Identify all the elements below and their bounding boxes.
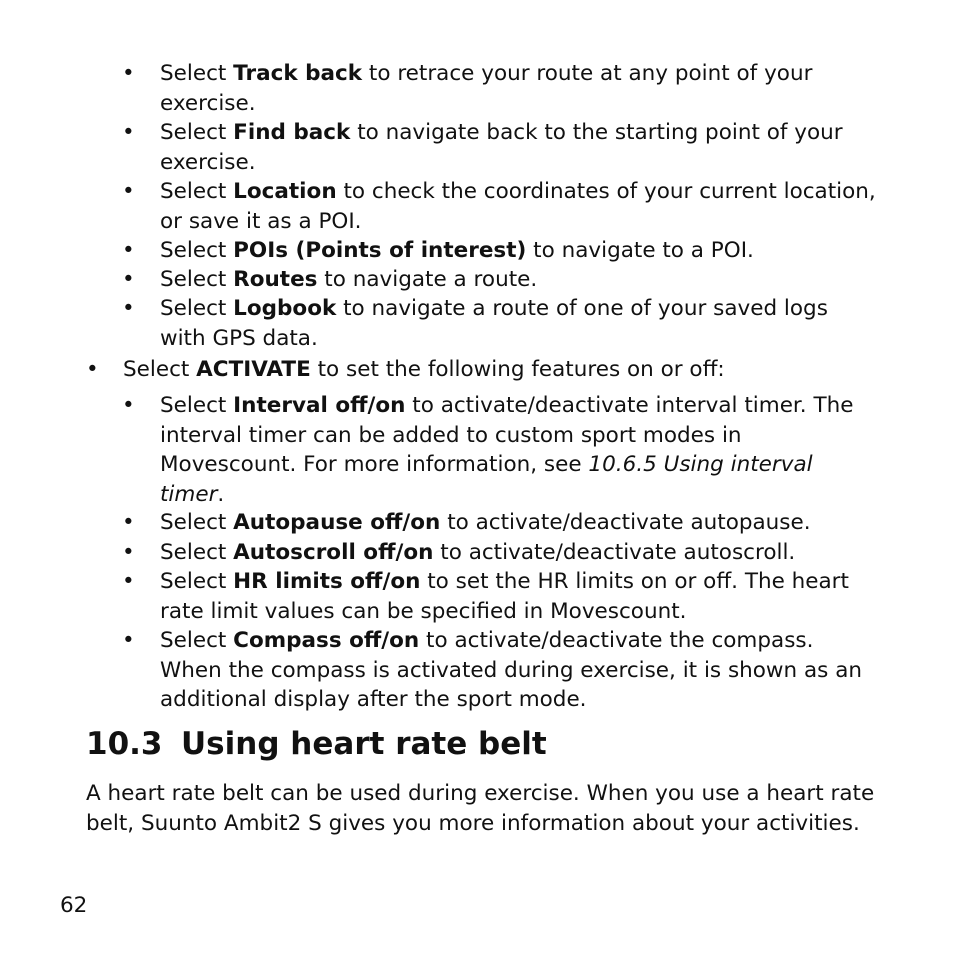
item-text: to set the HR limits on or off. The heart rate limit values can be specified in Movescount.	[160, 569, 849, 624]
item-keyword: Logbook	[233, 296, 337, 321]
item-keyword: Compass off/on	[233, 628, 420, 653]
list-item	[123, 355, 883, 385]
cross-reference: 10.6.5 Using interval timer	[160, 452, 813, 507]
bullet: •	[122, 267, 135, 292]
item-text: to navigate a route.	[317, 267, 538, 292]
item-text: Select	[160, 393, 234, 418]
list-item	[160, 508, 880, 538]
list-item	[160, 118, 880, 177]
section-title: Using heart rate belt	[181, 726, 547, 762]
page-number: 62	[60, 893, 88, 918]
bullet: •	[122, 238, 135, 263]
item-keyword: HR limits off/on	[233, 569, 421, 594]
item-text: Select	[160, 296, 234, 321]
list-item	[160, 626, 880, 715]
item-text: to check the coordinates of your current location, or save it as a POI.	[160, 179, 876, 234]
bullet: •	[122, 569, 135, 594]
item-text: to navigate to a POI.	[526, 238, 754, 263]
section-heading	[86, 722, 547, 766]
item-keyword: Routes	[233, 267, 318, 292]
item-text: to activate/deactivate the compass. When the compass is activated during exercise, it is shown as an additional display after the sport mode.	[160, 628, 862, 712]
list-item	[160, 538, 880, 568]
item-keyword: Location	[233, 179, 337, 204]
item-keyword: Find back	[233, 120, 351, 145]
item-keyword: Autoscroll off/on	[233, 540, 434, 565]
list-item	[160, 391, 880, 509]
item-text: Select	[160, 510, 234, 535]
item-text: to set the following features on or off:	[310, 357, 725, 382]
item-text: to activate/deactivate autopause.	[440, 510, 811, 535]
bullet: •	[122, 393, 135, 418]
list-item	[160, 567, 880, 626]
item-keyword: POIs (Points of interest)	[233, 238, 527, 263]
item-text: Select	[123, 357, 197, 382]
item-text: to activate/deactivate interval timer. The interval timer can be added to custom sport modes in Movescount. For more information, see	[160, 393, 854, 477]
bullet: •	[122, 61, 135, 86]
item-keyword: Autopause off/on	[233, 510, 441, 535]
list-item	[160, 177, 880, 236]
bullet: •	[122, 540, 135, 565]
item-text: Select	[160, 267, 234, 292]
item-text: to navigate a route of one of your saved logs with GPS data.	[160, 296, 828, 351]
item-text: Select	[160, 540, 234, 565]
item-keyword: ACTIVATE	[196, 357, 311, 382]
item-text: to retrace your route at any point of your exercise.	[160, 61, 813, 116]
bullet: •	[122, 120, 135, 145]
list-item	[160, 265, 880, 295]
section-number: 10.3	[86, 726, 163, 762]
item-text: Select	[160, 61, 234, 86]
list-item	[160, 59, 880, 118]
item-keyword: Track back	[233, 61, 363, 86]
bullet: •	[122, 628, 135, 653]
item-text: .	[217, 481, 225, 507]
list-item	[160, 294, 880, 353]
item-text: Select	[160, 179, 234, 204]
list-item	[160, 236, 880, 266]
item-text: to activate/deactivate autoscroll.	[433, 540, 796, 565]
bullet: •	[122, 510, 135, 535]
section-paragraph: A heart rate belt can be used during exercise. When you use a heart rate belt, Suunto Ambit2 S gives you more information about your activities.	[86, 781, 875, 836]
item-text: Select	[160, 569, 234, 594]
bullet: •	[122, 296, 135, 321]
bullet: •	[122, 179, 135, 204]
item-text: to navigate back to the starting point of your exercise.	[160, 120, 843, 175]
item-text: Select	[160, 120, 234, 145]
bullet: •	[86, 357, 99, 382]
item-text: Select	[160, 238, 234, 263]
item-text: Select	[160, 628, 234, 653]
item-keyword: Interval off/on	[233, 393, 406, 418]
